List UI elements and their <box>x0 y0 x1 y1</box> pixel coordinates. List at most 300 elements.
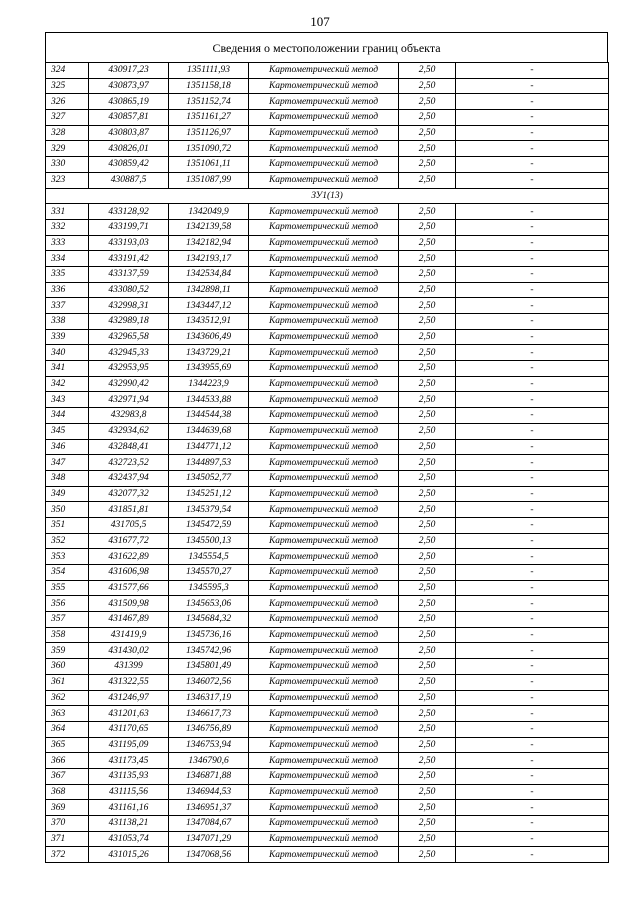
table-body-part-b <box>46 204 609 863</box>
description-cell: - <box>456 94 609 110</box>
method-cell: Картометрический метод <box>249 329 399 345</box>
accuracy-cell: 2,50 <box>399 612 456 628</box>
x-coordinate-cell: 431606,98 <box>89 565 169 581</box>
x-coordinate-cell: 430873,97 <box>89 78 169 94</box>
method-cell: Картометрический метод <box>249 643 399 659</box>
description-cell: - <box>456 533 609 549</box>
table-row <box>46 125 609 141</box>
description-cell: - <box>456 204 609 220</box>
y-coordinate-cell: 1344897,53 <box>169 455 249 471</box>
x-coordinate-cell: 430857,81 <box>89 110 169 126</box>
accuracy-cell: 2,50 <box>399 580 456 596</box>
point-number-cell: 367 <box>46 768 89 784</box>
x-coordinate-cell: 431677,72 <box>89 533 169 549</box>
accuracy-cell: 2,50 <box>399 706 456 722</box>
table-row <box>46 157 609 173</box>
accuracy-cell: 2,50 <box>399 831 456 847</box>
method-cell: Картометрический метод <box>249 172 399 188</box>
x-coordinate-cell: 432983,8 <box>89 408 169 424</box>
x-coordinate-cell: 433128,92 <box>89 204 169 220</box>
method-cell: Картометрический метод <box>249 141 399 157</box>
point-number-cell: 365 <box>46 737 89 753</box>
point-number-cell: 371 <box>46 831 89 847</box>
y-coordinate-cell: 1351111,93 <box>169 63 249 79</box>
point-number-cell: 366 <box>46 753 89 769</box>
method-cell: Картометрический метод <box>249 502 399 518</box>
x-coordinate-cell: 431399 <box>89 659 169 675</box>
method-cell: Картометрический метод <box>249 157 399 173</box>
x-coordinate-cell: 431419,9 <box>89 627 169 643</box>
table-row <box>46 737 609 753</box>
method-cell: Картометрический метод <box>249 204 399 220</box>
point-number-cell: 329 <box>46 141 89 157</box>
description-cell: - <box>456 455 609 471</box>
accuracy-cell: 2,50 <box>399 266 456 282</box>
accuracy-cell: 2,50 <box>399 721 456 737</box>
method-cell: Картометрический метод <box>249 580 399 596</box>
method-cell: Картометрический метод <box>249 659 399 675</box>
table-row <box>46 627 609 643</box>
accuracy-cell: 2,50 <box>399 204 456 220</box>
method-cell: Картометрический метод <box>249 219 399 235</box>
x-coordinate-cell: 433191,42 <box>89 251 169 267</box>
accuracy-cell: 2,50 <box>399 361 456 377</box>
method-cell: Картометрический метод <box>249 486 399 502</box>
table-row <box>46 235 609 251</box>
description-cell: - <box>456 753 609 769</box>
x-coordinate-cell: 431138,21 <box>89 816 169 832</box>
y-coordinate-cell: 1346790,6 <box>169 753 249 769</box>
accuracy-cell: 2,50 <box>399 800 456 816</box>
table-row <box>46 298 609 314</box>
accuracy-cell: 2,50 <box>399 392 456 408</box>
y-coordinate-cell: 1347071,29 <box>169 831 249 847</box>
description-cell: - <box>456 580 609 596</box>
table-row <box>46 659 609 675</box>
y-coordinate-cell: 1344771,12 <box>169 439 249 455</box>
point-number-cell: 369 <box>46 800 89 816</box>
description-cell: - <box>456 690 609 706</box>
description-cell: - <box>456 78 609 94</box>
y-coordinate-cell: 1346871,88 <box>169 768 249 784</box>
y-coordinate-cell: 1346617,73 <box>169 706 249 722</box>
x-coordinate-cell: 431195,09 <box>89 737 169 753</box>
description-cell: - <box>456 565 609 581</box>
accuracy-cell: 2,50 <box>399 690 456 706</box>
y-coordinate-cell: 1351161,27 <box>169 110 249 126</box>
description-cell: - <box>456 674 609 690</box>
y-coordinate-cell: 1346756,89 <box>169 721 249 737</box>
point-number-cell: 346 <box>46 439 89 455</box>
table-row <box>46 329 609 345</box>
table-row <box>46 345 609 361</box>
method-cell: Картометрический метод <box>249 345 399 361</box>
description-cell: - <box>456 486 609 502</box>
accuracy-cell: 2,50 <box>399 502 456 518</box>
table-row <box>46 721 609 737</box>
method-cell: Картометрический метод <box>249 298 399 314</box>
table-row <box>46 376 609 392</box>
description-cell: - <box>456 251 609 267</box>
table-row <box>46 502 609 518</box>
description-cell: - <box>456 831 609 847</box>
y-coordinate-cell: 1344533,88 <box>169 392 249 408</box>
accuracy-cell: 2,50 <box>399 517 456 533</box>
accuracy-cell: 2,50 <box>399 110 456 126</box>
point-number-cell: 330 <box>46 157 89 173</box>
description-cell: - <box>456 627 609 643</box>
method-cell: Картометрический метод <box>249 690 399 706</box>
point-number-cell: 370 <box>46 816 89 832</box>
x-coordinate-cell: 431246,97 <box>89 690 169 706</box>
x-coordinate-cell: 431430,02 <box>89 643 169 659</box>
method-cell: Картометрический метод <box>249 565 399 581</box>
method-cell: Картометрический метод <box>249 235 399 251</box>
point-number-cell: 353 <box>46 549 89 565</box>
table-row <box>46 314 609 330</box>
point-number-cell: 340 <box>46 345 89 361</box>
x-coordinate-cell: 430865,19 <box>89 94 169 110</box>
method-cell: Картометрический метод <box>249 816 399 832</box>
point-number-cell: 351 <box>46 517 89 533</box>
accuracy-cell: 2,50 <box>399 596 456 612</box>
method-cell: Картометрический метод <box>249 549 399 565</box>
point-number-cell: 341 <box>46 361 89 377</box>
description-cell: - <box>456 423 609 439</box>
accuracy-cell: 2,50 <box>399 439 456 455</box>
page-number: 107 <box>310 14 330 29</box>
description-cell: - <box>456 768 609 784</box>
point-number-cell: 359 <box>46 643 89 659</box>
x-coordinate-cell: 431851,81 <box>89 502 169 518</box>
x-coordinate-cell: 431201,63 <box>89 706 169 722</box>
table-row <box>46 596 609 612</box>
y-coordinate-cell: 1345653,06 <box>169 596 249 612</box>
method-cell: Картометрический метод <box>249 517 399 533</box>
method-cell: Картометрический метод <box>249 674 399 690</box>
x-coordinate-cell: 430803,87 <box>89 125 169 141</box>
table-row <box>46 831 609 847</box>
description-cell: - <box>456 706 609 722</box>
y-coordinate-cell: 1346951,37 <box>169 800 249 816</box>
x-coordinate-cell: 432971,94 <box>89 392 169 408</box>
description-cell: - <box>456 721 609 737</box>
y-coordinate-cell: 1347084,67 <box>169 816 249 832</box>
point-number-cell: 334 <box>46 251 89 267</box>
x-coordinate-cell: 431577,66 <box>89 580 169 596</box>
x-coordinate-cell: 432934,62 <box>89 423 169 439</box>
point-number-cell: 363 <box>46 706 89 722</box>
table-row <box>46 423 609 439</box>
point-number-cell: 350 <box>46 502 89 518</box>
point-number-cell: 331 <box>46 204 89 220</box>
description-cell: - <box>456 784 609 800</box>
method-cell: Картометрический метод <box>249 376 399 392</box>
table-row <box>46 94 609 110</box>
accuracy-cell: 2,50 <box>399 737 456 753</box>
x-coordinate-cell: 431509,98 <box>89 596 169 612</box>
x-coordinate-cell: 431015,26 <box>89 847 169 863</box>
method-cell: Картометрический метод <box>249 439 399 455</box>
table-row <box>46 361 609 377</box>
accuracy-cell: 2,50 <box>399 314 456 330</box>
point-number-cell: 345 <box>46 423 89 439</box>
table-row <box>46 517 609 533</box>
y-coordinate-cell: 1344544,38 <box>169 408 249 424</box>
point-number-cell: 360 <box>46 659 89 675</box>
point-number-cell: 332 <box>46 219 89 235</box>
accuracy-cell: 2,50 <box>399 816 456 832</box>
accuracy-cell: 2,50 <box>399 784 456 800</box>
x-coordinate-cell: 431705,5 <box>89 517 169 533</box>
method-cell: Картометрический метод <box>249 78 399 94</box>
table-row <box>46 706 609 722</box>
table-row <box>46 470 609 486</box>
y-coordinate-cell: 1345742,96 <box>169 643 249 659</box>
y-coordinate-cell: 1345500,13 <box>169 533 249 549</box>
x-coordinate-cell: 433193,03 <box>89 235 169 251</box>
section-header <box>45 32 608 62</box>
y-coordinate-cell: 1344639,68 <box>169 423 249 439</box>
boundary-coordinates-table <box>45 62 609 863</box>
x-coordinate-cell: 430887,5 <box>89 172 169 188</box>
table-row <box>46 816 609 832</box>
table-row <box>46 78 609 94</box>
y-coordinate-cell: 1351087,99 <box>169 172 249 188</box>
method-cell: Картометрический метод <box>249 455 399 471</box>
table-row <box>46 580 609 596</box>
description-cell: - <box>456 345 609 361</box>
accuracy-cell: 2,50 <box>399 753 456 769</box>
table-row <box>46 690 609 706</box>
y-coordinate-cell: 1345472,59 <box>169 517 249 533</box>
y-coordinate-cell: 1343447,12 <box>169 298 249 314</box>
y-coordinate-cell: 1345570,27 <box>169 565 249 581</box>
method-cell: Картометрический метод <box>249 63 399 79</box>
accuracy-cell: 2,50 <box>399 125 456 141</box>
description-cell: - <box>456 125 609 141</box>
point-number-cell: 335 <box>46 266 89 282</box>
y-coordinate-cell: 1351090,72 <box>169 141 249 157</box>
description-cell: - <box>456 643 609 659</box>
y-coordinate-cell: 1343606,49 <box>169 329 249 345</box>
method-cell: Картометрический метод <box>249 266 399 282</box>
description-cell: - <box>456 800 609 816</box>
subsection-row-group <box>46 188 609 204</box>
x-coordinate-cell: 433199,71 <box>89 219 169 235</box>
table-row <box>46 251 609 267</box>
point-number-cell: 368 <box>46 784 89 800</box>
table-row <box>46 110 609 126</box>
x-coordinate-cell: 431161,16 <box>89 800 169 816</box>
description-cell: - <box>456 63 609 79</box>
y-coordinate-cell: 1347068,56 <box>169 847 249 863</box>
description-cell: - <box>456 816 609 832</box>
accuracy-cell: 2,50 <box>399 455 456 471</box>
point-number-cell: 372 <box>46 847 89 863</box>
x-coordinate-cell: 431115,56 <box>89 784 169 800</box>
accuracy-cell: 2,50 <box>399 78 456 94</box>
y-coordinate-cell: 1346317,19 <box>169 690 249 706</box>
accuracy-cell: 2,50 <box>399 549 456 565</box>
point-number-cell: 342 <box>46 376 89 392</box>
y-coordinate-cell: 1345379,54 <box>169 502 249 518</box>
description-cell: - <box>456 659 609 675</box>
x-coordinate-cell: 432998,31 <box>89 298 169 314</box>
accuracy-cell: 2,50 <box>399 768 456 784</box>
description-cell: - <box>456 172 609 188</box>
method-cell: Картометрический метод <box>249 753 399 769</box>
x-coordinate-cell: 431135,93 <box>89 768 169 784</box>
x-coordinate-cell: 430859,42 <box>89 157 169 173</box>
accuracy-cell: 2,50 <box>399 251 456 267</box>
y-coordinate-cell: 1342534,84 <box>169 266 249 282</box>
y-coordinate-cell: 1351126,97 <box>169 125 249 141</box>
point-number-cell: 333 <box>46 235 89 251</box>
method-cell: Картометрический метод <box>249 110 399 126</box>
point-number-cell: 327 <box>46 110 89 126</box>
point-number-cell: 328 <box>46 125 89 141</box>
y-coordinate-cell: 1342049,9 <box>169 204 249 220</box>
method-cell: Картометрический метод <box>249 706 399 722</box>
method-cell: Картометрический метод <box>249 470 399 486</box>
table-row <box>46 533 609 549</box>
point-number-cell: 344 <box>46 408 89 424</box>
description-cell: - <box>456 141 609 157</box>
table-row <box>46 784 609 800</box>
accuracy-cell: 2,50 <box>399 376 456 392</box>
point-number-cell: 358 <box>46 627 89 643</box>
table-row <box>46 392 609 408</box>
accuracy-cell: 2,50 <box>399 659 456 675</box>
method-cell: Картометрический метод <box>249 721 399 737</box>
table-row <box>46 643 609 659</box>
point-number-cell: 323 <box>46 172 89 188</box>
method-cell: Картометрический метод <box>249 282 399 298</box>
description-cell: - <box>456 314 609 330</box>
point-number-cell: 362 <box>46 690 89 706</box>
y-coordinate-cell: 1343729,21 <box>169 345 249 361</box>
point-number-cell: 361 <box>46 674 89 690</box>
x-coordinate-cell: 432945,33 <box>89 345 169 361</box>
description-cell: - <box>456 549 609 565</box>
description-cell: - <box>456 612 609 628</box>
accuracy-cell: 2,50 <box>399 565 456 581</box>
accuracy-cell: 2,50 <box>399 486 456 502</box>
y-coordinate-cell: 1346072,56 <box>169 674 249 690</box>
x-coordinate-cell: 431053,74 <box>89 831 169 847</box>
point-number-cell: 354 <box>46 565 89 581</box>
y-coordinate-cell: 1345736,16 <box>169 627 249 643</box>
point-number-cell: 355 <box>46 580 89 596</box>
y-coordinate-cell: 1346753,94 <box>169 737 249 753</box>
table-row <box>46 204 609 220</box>
description-cell: - <box>456 361 609 377</box>
description-cell: - <box>456 737 609 753</box>
description-cell: - <box>456 376 609 392</box>
description-cell: - <box>456 408 609 424</box>
point-number-cell: 352 <box>46 533 89 549</box>
table-row <box>46 282 609 298</box>
accuracy-cell: 2,50 <box>399 847 456 863</box>
point-number-cell: 336 <box>46 282 89 298</box>
method-cell: Картометрический метод <box>249 361 399 377</box>
y-coordinate-cell: 1342182,94 <box>169 235 249 251</box>
point-number-cell: 326 <box>46 94 89 110</box>
accuracy-cell: 2,50 <box>399 470 456 486</box>
method-cell: Картометрический метод <box>249 737 399 753</box>
accuracy-cell: 2,50 <box>399 345 456 361</box>
x-coordinate-cell: 432990,42 <box>89 376 169 392</box>
table-row <box>46 266 609 282</box>
accuracy-cell: 2,50 <box>399 63 456 79</box>
point-number-cell: 338 <box>46 314 89 330</box>
table-body-part-a <box>46 63 609 189</box>
accuracy-cell: 2,50 <box>399 643 456 659</box>
point-number-cell: 325 <box>46 78 89 94</box>
table-row <box>46 612 609 628</box>
table-row <box>46 549 609 565</box>
y-coordinate-cell: 1342193,17 <box>169 251 249 267</box>
method-cell: Картометрический метод <box>249 392 399 408</box>
method-cell: Картометрический метод <box>249 831 399 847</box>
x-coordinate-cell: 431170,65 <box>89 721 169 737</box>
section-title: Сведения о местоположении границ объекта <box>212 41 441 55</box>
y-coordinate-cell: 1345251,12 <box>169 486 249 502</box>
x-coordinate-cell: 432437,94 <box>89 470 169 486</box>
table-row <box>46 768 609 784</box>
x-coordinate-cell: 432965,58 <box>89 329 169 345</box>
y-coordinate-cell: 1343955,69 <box>169 361 249 377</box>
point-number-cell: 339 <box>46 329 89 345</box>
x-coordinate-cell: 431173,45 <box>89 753 169 769</box>
x-coordinate-cell: 432953,95 <box>89 361 169 377</box>
point-number-cell: 357 <box>46 612 89 628</box>
method-cell: Картометрический метод <box>249 800 399 816</box>
table-row <box>46 63 609 79</box>
table-row <box>46 486 609 502</box>
y-coordinate-cell: 1346944,53 <box>169 784 249 800</box>
description-cell: - <box>456 157 609 173</box>
table-row <box>46 800 609 816</box>
table-row <box>46 565 609 581</box>
method-cell: Картометрический метод <box>249 847 399 863</box>
y-coordinate-cell: 1345052,77 <box>169 470 249 486</box>
accuracy-cell: 2,50 <box>399 235 456 251</box>
table-row <box>46 141 609 157</box>
x-coordinate-cell: 430917,23 <box>89 63 169 79</box>
description-cell: - <box>456 439 609 455</box>
accuracy-cell: 2,50 <box>399 94 456 110</box>
point-number-cell: 356 <box>46 596 89 612</box>
y-coordinate-cell: 1345684,32 <box>169 612 249 628</box>
method-cell: Картометрический метод <box>249 251 399 267</box>
description-cell: - <box>456 502 609 518</box>
y-coordinate-cell: 1342898,11 <box>169 282 249 298</box>
method-cell: Картометрический метод <box>249 125 399 141</box>
point-number-cell: 324 <box>46 63 89 79</box>
x-coordinate-cell: 432723,52 <box>89 455 169 471</box>
description-cell: - <box>456 596 609 612</box>
accuracy-cell: 2,50 <box>399 423 456 439</box>
table-row <box>46 753 609 769</box>
method-cell: Картометрический метод <box>249 408 399 424</box>
description-cell: - <box>456 392 609 408</box>
description-cell: - <box>456 470 609 486</box>
y-coordinate-cell: 1344223,9 <box>169 376 249 392</box>
accuracy-cell: 2,50 <box>399 408 456 424</box>
method-cell: Картометрический метод <box>249 94 399 110</box>
